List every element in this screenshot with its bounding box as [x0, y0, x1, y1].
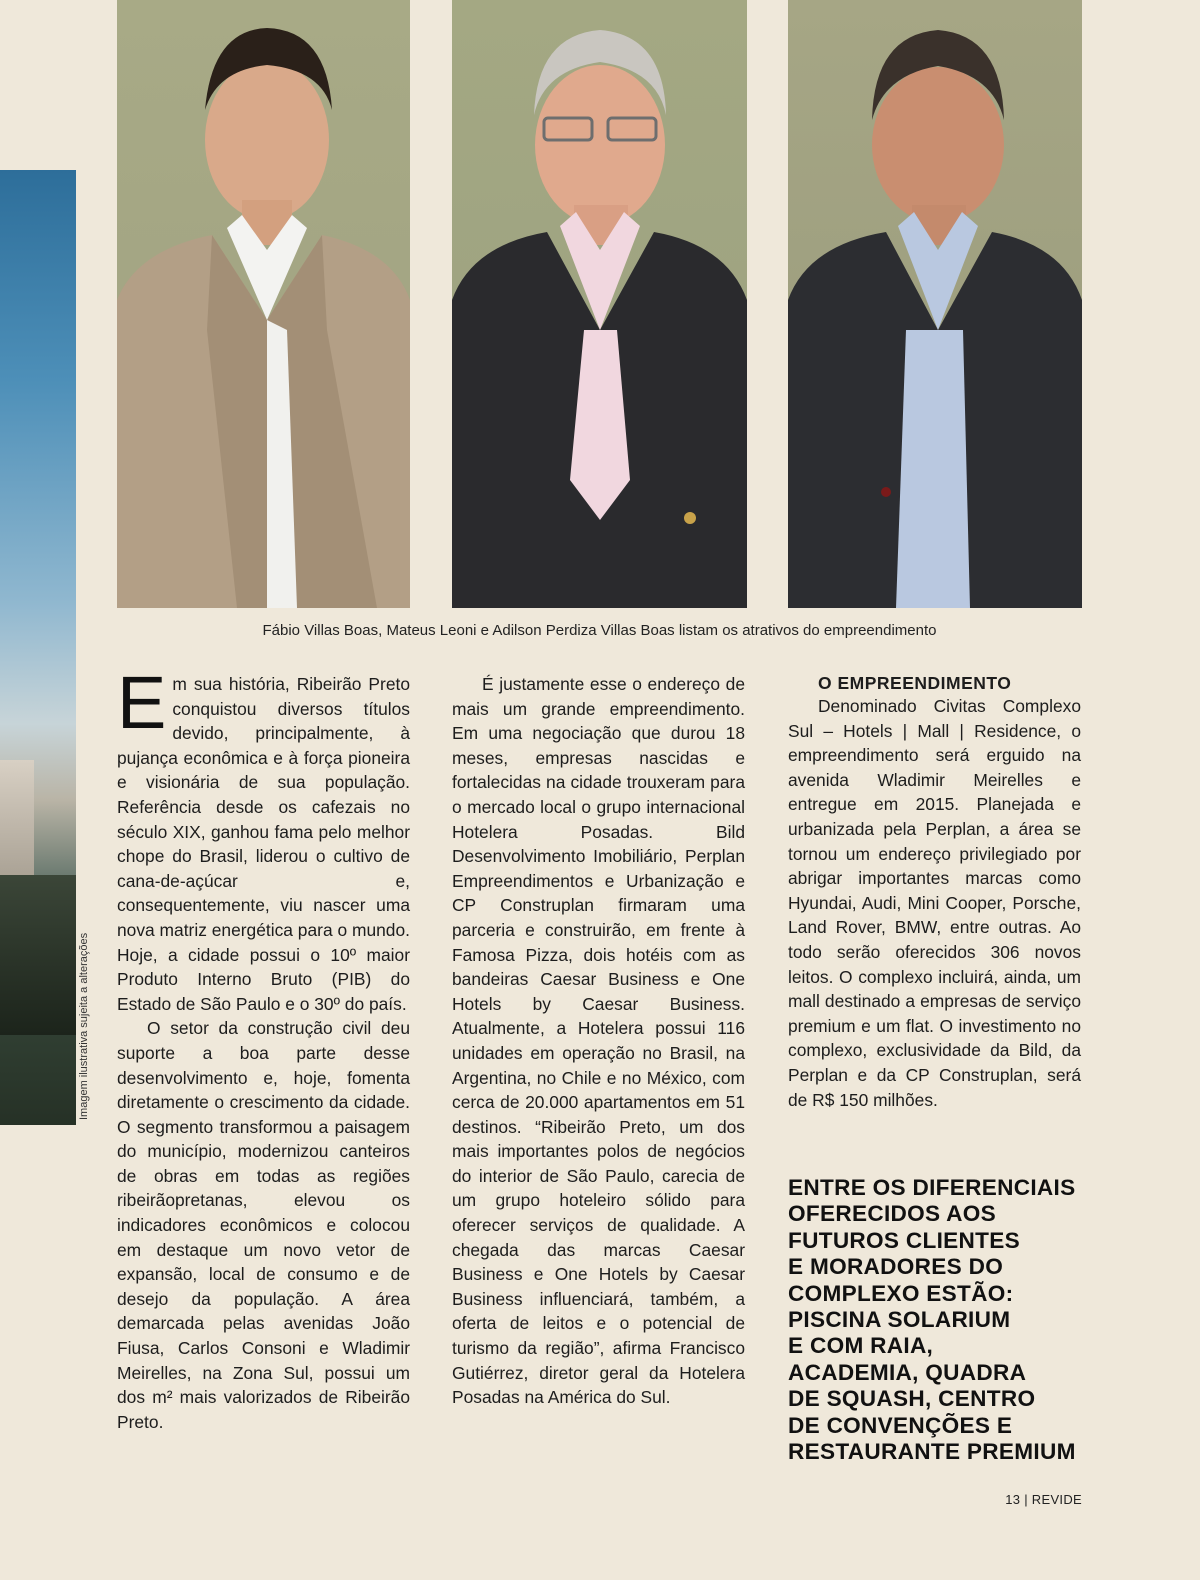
article-column-3: [788, 672, 1081, 1112]
page-folio: 13 | REVIDE: [1005, 1492, 1082, 1507]
article-column-2: [452, 672, 745, 1410]
pull-quote: [788, 1175, 1098, 1465]
landscape-foreground: [0, 875, 76, 1035]
building-photo-strip: [0, 170, 76, 1125]
paragraph-text: m sua história, Ribeirão Preto conquistou diversos títulos devido, principalmente, à pujança econômica e à força pioneira e visionária de sua população. Referência desde os cafezais no século XIX, ganhou fama pelo melhor chope do Brasil, liderou o cultivo de cana-de-açúcar e, consequentemente, viu nascer uma nova matriz energética para o mundo. Hoje, a cidade possui o 10º maior Produto Interno Bruto (PIB) do Estado de São Paulo e o 30º do país.: [117, 674, 410, 1014]
photo-caption: Fábio Villas Boas, Mateus Leoni e Adilson Perdiza Villas Boas listam os atrativos do empreendimento: [262, 622, 937, 639]
building-facade: [0, 760, 34, 880]
portrait-photo-2: [452, 0, 747, 608]
portrait-photo-1: [117, 0, 410, 608]
article-paragraph: Denominado Civitas Complexo Sul – Hotels | Mall | Residence, o empreendimento será erguido na avenida Wladimir Meirelles e entregue em 2015. Planejada e urbanizada pela Perplan, a área se tornou um endereço privilegiado por abrigar importantes marcas como Hyundai, Audi, Mini Cooper, Porsche, Land Rover, BMW, entre outras. Ao todo serão oferecidos 306 novos leitos. O complexo incluirá, ainda, um mall destinado a empresas de serviço premium e um flat. O investimento no complexo, exclusividade da Bild, da Perplan e da CP Construplan, será de R$ 150 milhões.: [788, 696, 1081, 1110]
portrait-photo-3: [788, 0, 1082, 608]
article-column-1: [117, 661, 410, 1434]
drop-cap: E: [117, 661, 167, 744]
image-disclaimer: Imagem ilustrativa sujeita a alterações: [78, 932, 90, 1120]
article-paragraph: [117, 661, 410, 1016]
section-heading: O EMPREENDIMENTO: [818, 673, 1012, 693]
article-paragraph: É justamente esse o endereço de mais um grande empreendimento. Em uma negociação que durou 18 meses, empresas nascidas e fortalecidas na cidade trouxeram para o mercado local o grupo internacional Hotelera Posadas. Bild Desenvolvimento Imobiliário, Perplan Empreendimentos e Urbanização e CP Construplan firmaram uma parceria e construirão, em frente à Famosa Pizza, dois hotéis com as bandeiras Caesar Business e One Hotels by Caesar Business. Atualmente, a Hotelera possui 116 unidades em operação no Brasil, na Argentina, no Chile e no México, com cerca de 20.000 apartamentos em 51 destinos. “Ribeirão Preto, um dos mais importantes polos de negócios do interior de São Paulo, carecia de um grupo hoteleiro sólido para oferecer serviços de qualidade. A chegada das marcas Caesar Business e One Hotels by Caesar Business influenciará, também, a oferta de leitos e o potencial de turismo da região”, afirma Francisco Gutiérrez, diretor geral da Hotelera Posadas na América do Sul.: [452, 674, 745, 1408]
pull-quote-text: ENTRE OS DIFERENCIAIS OFERECIDOS AOS FUTUROS CLIENTES E MORADORES DO COMPLEXO ESTÃO: PISCINA SOLARIUM E COM RAIA, ACADEMIA, QUADRA DE SQUASH, CENTRO DE CONVENÇÕES E RESTAURANTE PREMIUM: [788, 1175, 1076, 1465]
article-paragraph: O setor da construção civil deu suporte a boa parte desse desenvolvimento e, hoje, fomenta diretamente o crescimento da cidade. O segmento transformou a paisagem do município, modernizou canteiros de obras em todas as regiões ribeirãopretanas, elevou os indicadores econômicos e colocou em destaque um novo vetor de expansão, local de consumo e de desejo da população. A área demarcada pelas avenidas João Fiusa, Carlos Consoni e Wladimir Meirelles, na Zona Sul, possui um dos m² mais valorizados de Ribeirão Preto.: [117, 1018, 410, 1432]
